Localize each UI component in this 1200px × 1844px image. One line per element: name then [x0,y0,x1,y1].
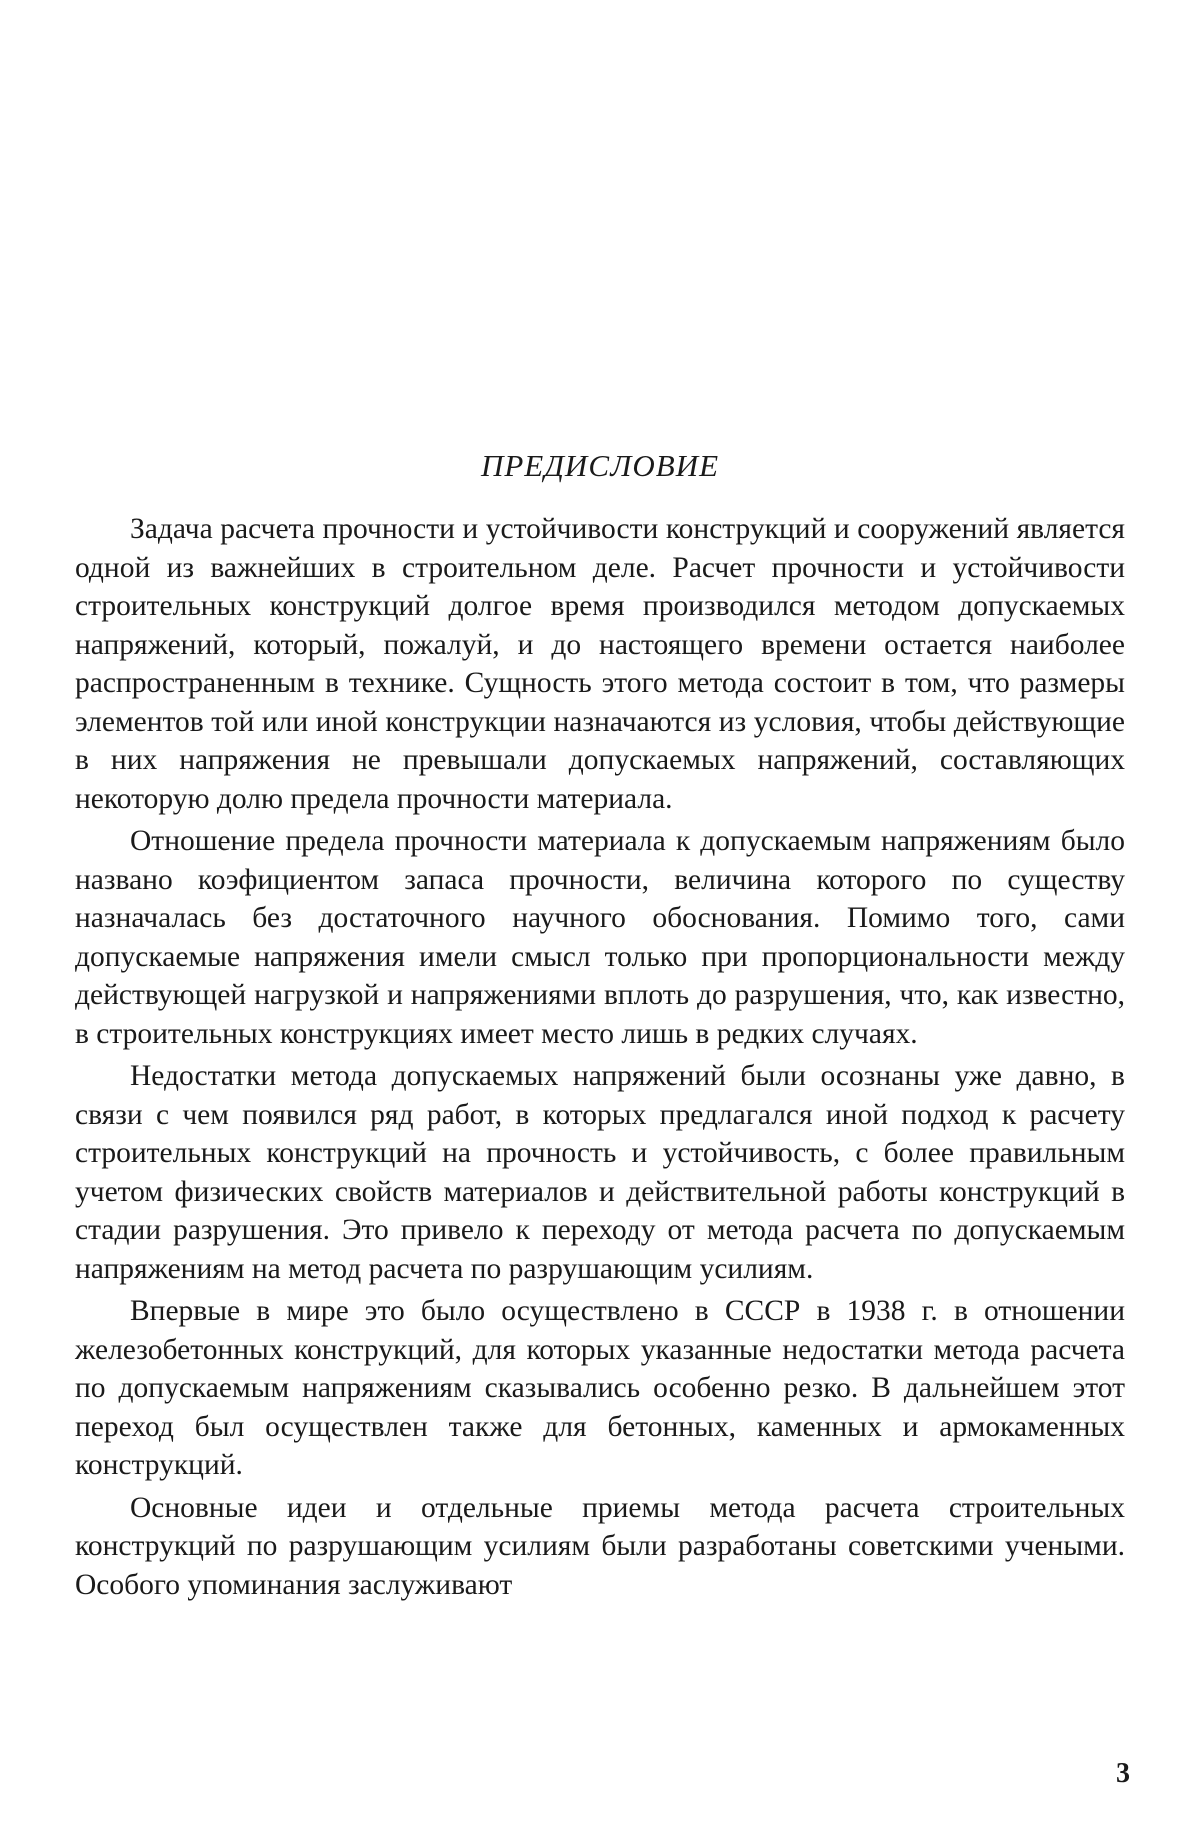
paragraph: Отношение предела прочности материала к допускаемым напряжениям было названо коэфициентом запаса прочности, величина которого по существу назначалась без достаточного научного обоснования. Помимо того, сами допускаемые напряжения имели смысл только при пропорциональности между действующей нагрузкой и напряжениями вплоть до разрушения, что, как известно, в строительных конструкциях имеет место лишь в редких случаях. [75,825,1125,1050]
paragraph: Недостатки метода допускаемых напряжений были осознаны уже давно, в связи с чем появился ряд работ, в которых предлагался иной подход к расчету строительных конструкций на прочность и устойчивость, с более правильным учетом физических свойств материалов и действительной работы конструкций в стадии разрушения. Это привело к переходу от метода расчета по допускаемым напряжениям на метод расчета по разрушающим усилиям. [75,1060,1125,1285]
paragraph: Задача расчета прочности и устойчивости конструкций и сооружений является одной из важнейших в строительном деле. Расчет прочности и устойчивости строительных конструкций долгое время производился методом допускаемых напряжений, который, пожалуй, и до настоящего времени остается наиболее распространенным в технике. Сущность этого метода состоит в том, что размеры элементов той или иной конструкции назначаются из условия, чтобы действующие в них напряжения не превышали допускаемых напряжений, составляющих некоторую долю предела прочности материала. [75,513,1125,815]
paragraph: Впервые в мире это было осуществлено в СССР в 1938 г. в отношении железобетонных конструкций, для которых указанные недостатки метода расчета по допускаемым напряжениям сказывались особенно резко. В дальнейшем этот переход был осуществлен также для бетонных, каменных и армокаменных конструкций. [75,1295,1125,1481]
paragraph: Основные идеи и отдельные приемы метода расчета строительных конструкций по разрушающим усилиям были разработаны советскими учеными. Особого упоминания заслуживают [75,1491,1125,1601]
page-title: ПРЕДИСЛОВИЕ [480,448,720,483]
body-text [75,510,1125,1608]
page-number: 3 [1116,1758,1130,1789]
